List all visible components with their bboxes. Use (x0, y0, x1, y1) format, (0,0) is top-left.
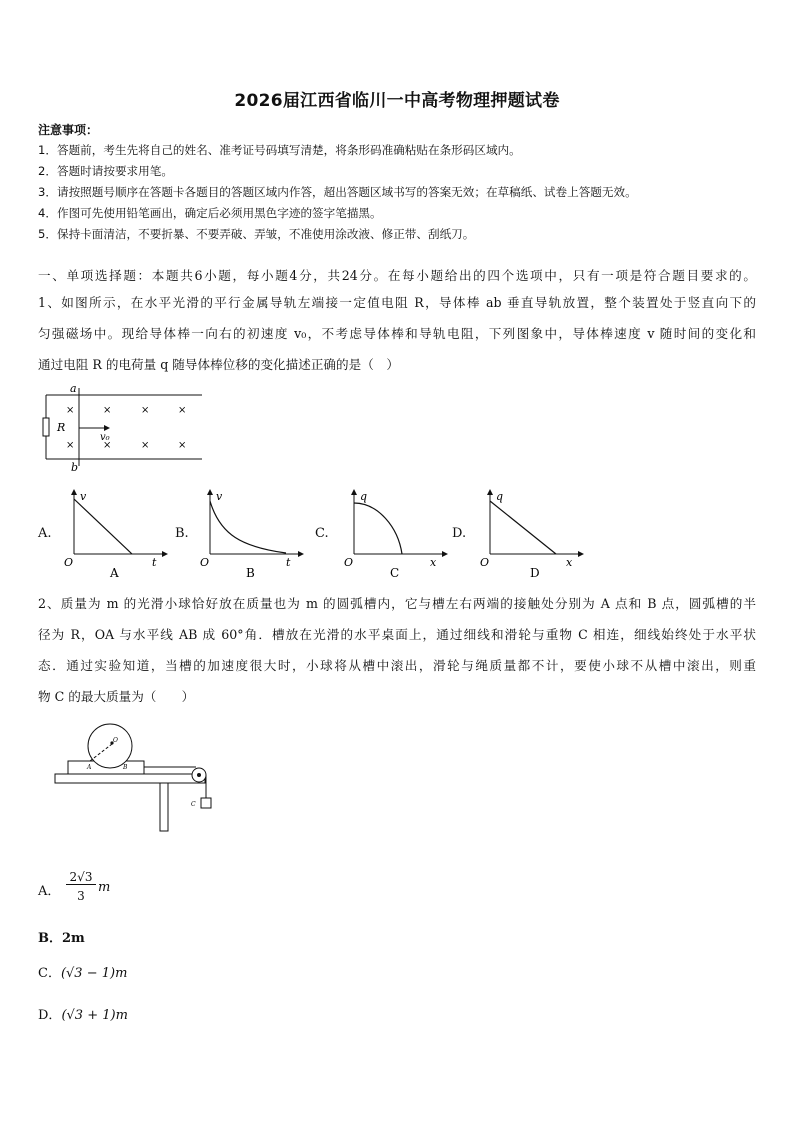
svg-text:O: O (344, 556, 354, 569)
svg-text:A: A (87, 764, 92, 771)
svg-text:×: × (178, 440, 187, 451)
q1-text-line2: 匀强磁场中。现给导体棒一向右的初速度 v₀，不考虑导体棒和导轨电阻，下列图象中，导体棒速度 v 随时间的变化和 (38, 326, 756, 341)
rod-end-a-label: a (70, 382, 77, 395)
svg-text:x: x (566, 556, 573, 569)
svg-text:×: × (141, 405, 150, 416)
q1-option-d-label: D. (452, 526, 467, 541)
svg-text:O: O (113, 737, 118, 744)
table-leg (160, 783, 168, 831)
resistor-symbol (43, 418, 49, 436)
notice-item-4: 4．作图可先使用铅笔画出，确定后必须用黑色字迹的签字笔描黑。 (38, 206, 382, 220)
q2-apparatus-figure (50, 722, 230, 834)
q1-option-b-label: B. (175, 526, 189, 541)
weight-c (201, 798, 211, 808)
q2-option-d: D．(√3 + 1)m (38, 1008, 128, 1023)
q2-option-a-label: A． (38, 884, 61, 899)
table-top (55, 774, 205, 783)
q1-option-d-graph (478, 487, 588, 579)
svg-text:O: O (480, 556, 490, 569)
svg-text:D: D (530, 566, 540, 579)
svg-text:O: O (64, 556, 74, 569)
rod-end-b-label: b (71, 461, 79, 472)
svg-text:×: × (66, 405, 75, 416)
svg-text:C: C (191, 801, 196, 808)
svg-text:q: q (496, 490, 504, 503)
page-title: 2026届江西省临川一中高考物理押题试卷 (234, 91, 560, 111)
q1-text-line1: 1、如图所示，在水平光滑的平行金属导轨左端接一定值电阻 R，导体棒 ab 垂直导轨放置，整个装置处于竖直向下的 (38, 295, 756, 310)
q2-option-a (38, 870, 158, 910)
q2-option-c: C．(√3 − 1)m (38, 966, 128, 981)
section-heading: 一、单项选择题：本题共6小题，每小题4分，共24分。在每小题给出的四个选项中，只有一项是符合题目要求的。 (38, 268, 756, 283)
q1-circuit-figure (38, 382, 208, 472)
svg-text:q: q (360, 490, 368, 503)
notice-item-3: 3．请按照题号顺序在答题卡各题目的答题区域内作答，超出答题区域书写的答案无效；在草稿纸、试卷上答题无效。 (38, 185, 637, 199)
notice-item-2: 2．答题时请按要求用笔。 (38, 164, 173, 178)
q2-text-line1: 2、质量为 m 的光滑小球恰好放在质量也为 m 的圆弧槽内，它与槽左右两端的接触处分别为 A 点和 B 点，圆弧槽的半 (38, 596, 756, 611)
q1-option-b-graph (198, 487, 308, 579)
q2-text-line2: 径为 R，OA 与水平线 AB 成 60°角．槽放在光滑的水平桌面上，通过细线和滑轮与重物 C 相连，细线始终处于水平状 (38, 627, 756, 642)
q2-text-line3: 态．通过实验知道，当槽的加速度很大时，小球将从槽中滚出，滑轮与绳质量都不计，要使小球不从槽中滚出，则重 (38, 658, 756, 673)
notice-item-5: 5．保持卡面清洁，不要折暴、不要弄破、弄皱，不准使用涂改液、修正带、刮纸刀。 (38, 227, 475, 241)
q1-text-line3: 通过电阻 R 的电荷量 q 随导体棒位移的变化描述正确的是（ ） (38, 357, 399, 372)
svg-text:t: t (286, 556, 291, 569)
ball (88, 724, 132, 768)
svg-text:×: × (103, 440, 112, 451)
svg-text:B: B (123, 764, 128, 771)
q2-option-b: B．2m (38, 931, 85, 946)
notice-item-1: 1．答题前，考生先将自己的姓名、准考证号码填写清楚，将条形码准确粘贴在条形码区域内。 (38, 143, 521, 157)
svg-text:C: C (390, 566, 400, 579)
q2-option-a-denominator: 3 (77, 889, 85, 903)
resistor-label: R (57, 421, 66, 434)
svg-text:×: × (178, 405, 187, 416)
svg-text:×: × (141, 440, 150, 451)
notice-heading: 注意事项： (38, 123, 99, 137)
svg-text:×: × (66, 440, 75, 451)
q2-option-a-numerator: 2√3 (66, 870, 96, 885)
svg-text:O: O (200, 556, 210, 569)
q2-text-line4: 物 C 的最大质量为（ ） (38, 689, 195, 704)
svg-text:B: B (246, 566, 255, 579)
svg-text:t: t (152, 556, 157, 569)
q1-option-a-label: A. (38, 526, 52, 541)
q2-option-a-unit: m (98, 880, 111, 895)
svg-text:v: v (216, 490, 223, 503)
q1-option-c-graph (342, 487, 452, 579)
svg-text:v: v (80, 490, 87, 503)
svg-text:A: A (110, 566, 119, 579)
q1-option-a-graph (62, 487, 172, 579)
q1-option-c-label: C. (315, 526, 329, 541)
svg-text:×: × (103, 405, 112, 416)
velocity-label: v₀ (100, 432, 110, 443)
svg-text:x: x (430, 556, 437, 569)
